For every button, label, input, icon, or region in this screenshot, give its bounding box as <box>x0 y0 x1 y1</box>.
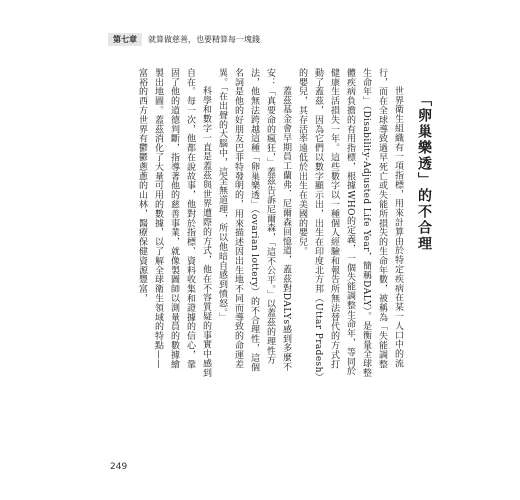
page-number: 249 <box>110 462 128 472</box>
section-title: 「卵巢樂透」的不合理 <box>416 92 432 252</box>
paragraph: 世界衛生組織有一項指標，用來計算由於特定疾病在某一人口中的流行，而在全球導致過早死亡或失能所損失的生命年數，被稱為「失能調整生命年」（Disability-Adjusted Life Year，簡稱DALY）。是衡量全球整體疾病負擔的有用指標，根據WHO的定義，一個失能調整生命年，等同於健康生活損失一年。這些數字以一種個人經驗和報告所無法替代的方式打動了蓋茲，因為它們以數字顯示出，出生在印度北方邦（Uttar Pradesh）的嬰兒，其存活率遠低於出生在美國的嬰兒。 <box>297 68 403 378</box>
chapter-title: 就算做慈善，也要精算每一塊錢 <box>148 35 260 44</box>
body-text <box>110 68 406 378</box>
chapter-label: 第七章 <box>108 33 142 46</box>
paragraph: 科學和數字一直是蓋茲與世界遭際的方式，他在不容質疑的事實中感到自在。每一次，他都在說故事，他對於指標、資料收集和證據的信心，鞏固了他的道德判斷，指導著他的慈善事業，就像製圖師以測量員的數據繪製出地圖。蓋茲消化了大量可用的數據，以了解全球衛生領域的特點——富裕的西方世界有鬱鬱蔥蔥的山林，醫療保健資源豐富， <box>137 68 211 378</box>
paragraph: 蓋茲基金會早期員工蘭弗．尼爾森回憶道，蓋茲對DALYs感到多麼不安：「真要命的瘋狂，」蓋茲告訴尼爾森，「這不公平。」以蓋茲的理性方法，他無法跨越這種「卵巢樂透」（ovarian lottery）的不合理性，這個名詞是他的好朋友巴菲特發明的，用來描述因出生地不同而導致的命運差異。「在出聲的大腦中，這全無道理，所以他暗自感到憤怒。」 <box>217 68 291 372</box>
running-header <box>108 33 260 46</box>
